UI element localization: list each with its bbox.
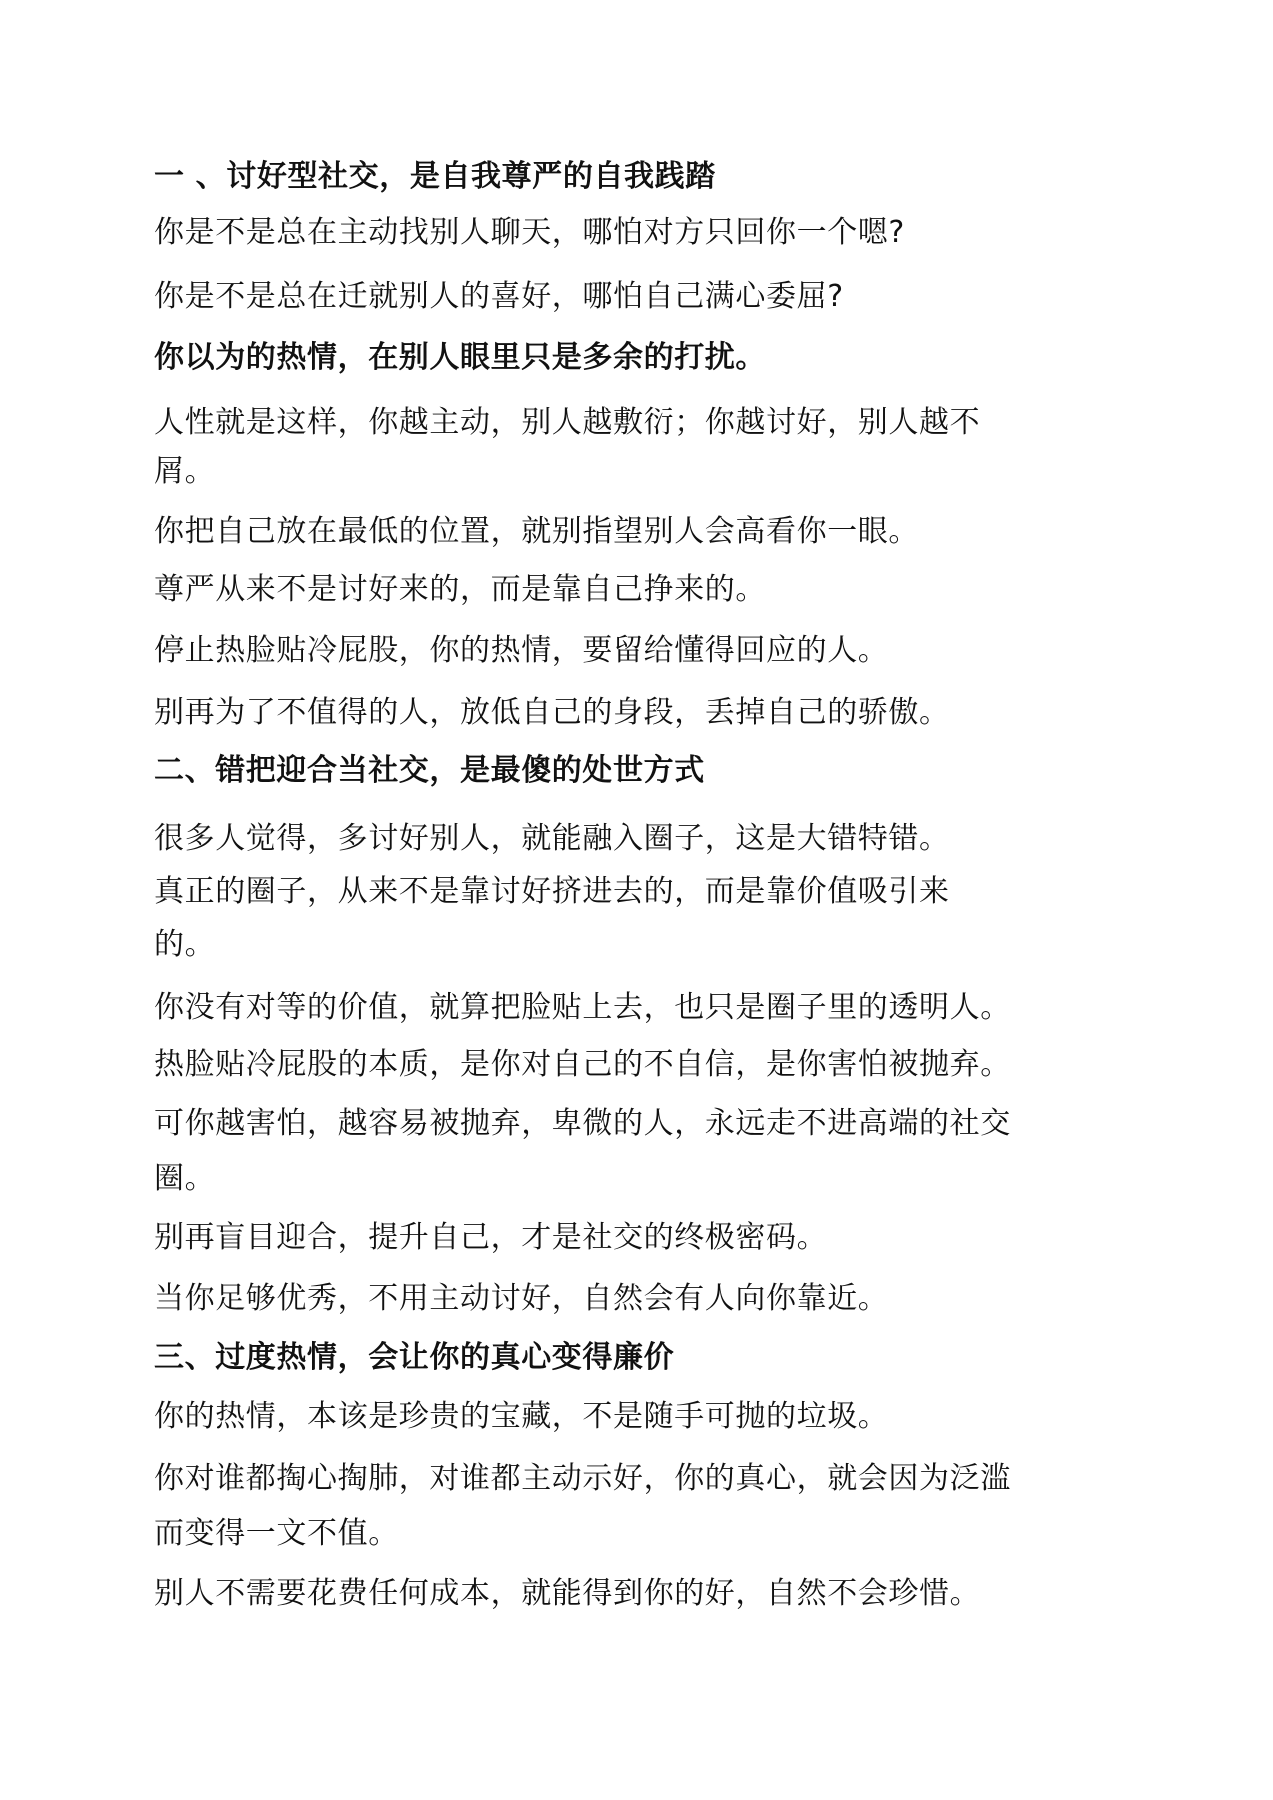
paragraph-line: 人性就是这样，你越主动，别人越敷衍；你越讨好，别人越不 — [154, 405, 981, 440]
paragraph-line: 当你足够优秀，不用主动讨好，自然会有人向你靠近。 — [154, 1281, 889, 1316]
paragraph-line: 而变得一文不值。 — [154, 1516, 399, 1551]
paragraph-line: 别再盲目迎合，提升自己，才是社交的终极密码。 — [154, 1220, 828, 1255]
section-heading: 二、错把迎合当社交，是最傻的处世方式 — [154, 753, 705, 788]
paragraph-line: 停止热脸贴冷屁股，你的热情，要留给懂得回应的人。 — [154, 633, 889, 668]
paragraph-line: 圈。 — [154, 1161, 216, 1196]
paragraph-line: 你对谁都掏心掏肺，对谁都主动示好，你的真心，就会因为泛滥 — [154, 1461, 1011, 1496]
paragraph-line: 很多人觉得，多讨好别人，就能融入圈子，这是大错特错。 — [154, 821, 950, 856]
paragraph-line: 真正的圈子，从来不是靠讨好挤进去的，而是靠价值吸引来 — [154, 874, 950, 909]
paragraph-line: 你是不是总在主动找别人聊天，哪怕对方只回你一个嗯? — [154, 215, 905, 250]
paragraph-line: 你是不是总在迁就别人的喜好，哪怕自己满心委屈? — [154, 279, 844, 314]
paragraph-line: 你把自己放在最低的位置，就别指望别人会高看你一眼。 — [154, 514, 919, 549]
section-heading: 一 、讨好型社交，是自我尊严的自我践踏 — [154, 159, 716, 194]
paragraph-line: 热脸贴冷屁股的本质，是你对自己的不自信，是你害怕被抛弃。 — [154, 1047, 1011, 1082]
paragraph-line: 你没有对等的价值，就算把脸贴上去，也只是圈子里的透明人。 — [154, 990, 1011, 1025]
paragraph-line: 别再为了不值得的人，放低自己的身段，丢掉自己的骄傲。 — [154, 695, 950, 730]
section-heading: 三、过度热情，会让你的真心变得廉价 — [154, 1340, 675, 1375]
emphasis-line: 你以为的热情，在别人眼里只是多余的打扰。 — [154, 340, 766, 375]
paragraph-line: 可你越害怕，越容易被抛弃，卑微的人，永远走不进高端的社交 — [154, 1106, 1011, 1141]
paragraph-line: 屑。 — [154, 454, 216, 489]
paragraph-line: 你的热情，本该是珍贵的宝藏，不是随手可抛的垃圾。 — [154, 1399, 889, 1434]
paragraph-line: 尊严从来不是讨好来的，而是靠自己挣来的。 — [154, 572, 766, 607]
paragraph-line: 别人不需要花费任何成本，就能得到你的好，自然不会珍惜。 — [154, 1576, 981, 1611]
paragraph-line: 的。 — [154, 927, 216, 962]
